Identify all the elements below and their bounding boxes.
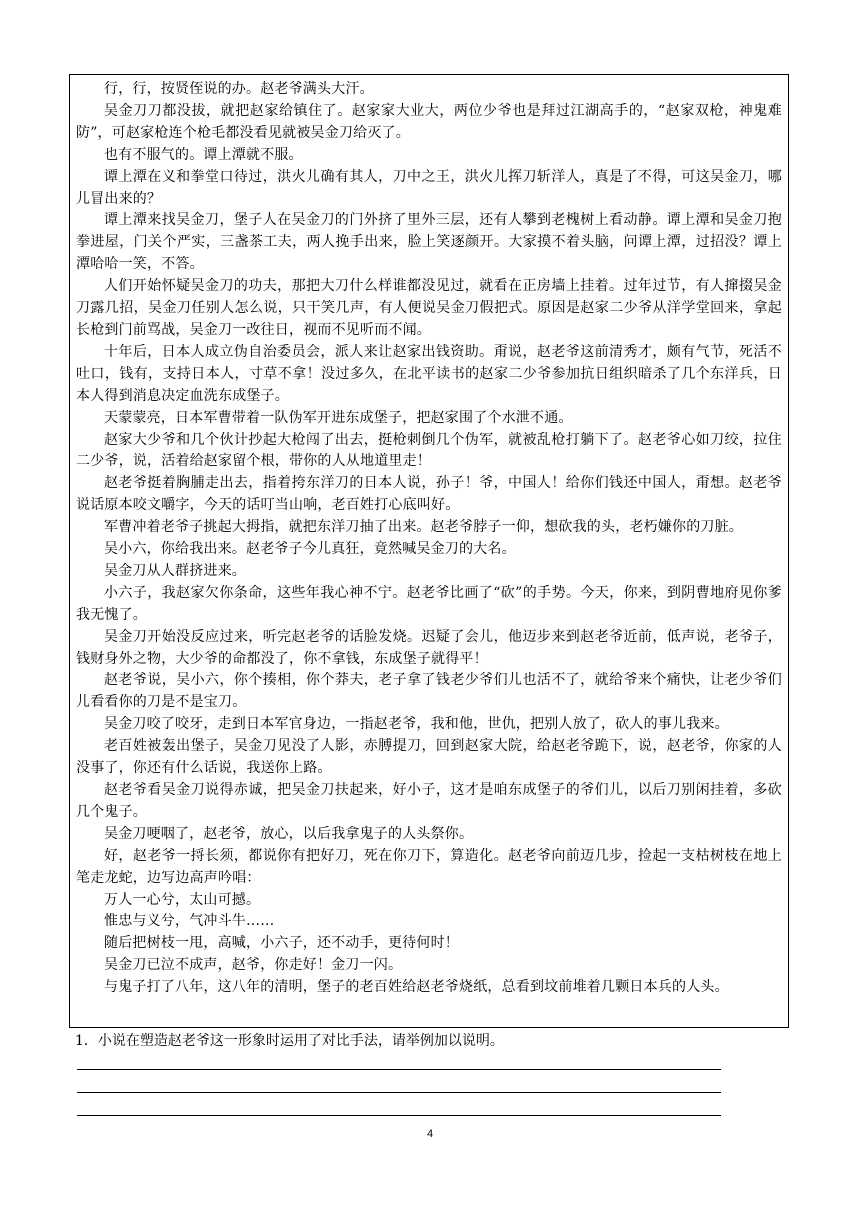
- story-paragraph: 与鬼子打了八年，这八年的清明，堡子的老百姓给赵老爷烧纸，总看到坟前堆着几颗日本兵的人头。: [104, 979, 729, 996]
- story-paragraph: 天蒙蒙亮，日本军曹带着一队伪军开进东成堡子，把赵家围了个水泄不通。: [104, 409, 573, 426]
- story-paragraph: 人们开始怀疑吴金刀的功夫，那把大刀什么样谁都没见过，就看在正房墙上挂着。过年过节，有人撺掇吴金刀露几招，吴金刀任别人怎么说，只干笑几声，有人便说吴金刀假把式。原因是赵家二少爷从洋学堂回来，拿起长枪到门前骂战，吴金刀一改往日，视而不见听而不闻。: [76, 278, 782, 338]
- story-paragraph: 十年后，日本人成立伪自治委员会，派人来让赵家出钱资助。甭说，赵老爷这前清秀才，颇有气节，死活不吐口，钱有，支持日本人，寸草不拿！没过多久，在北平读书的赵家二少爷参加抗日组织暗杀了几个东洋兵，日本人得到消息决定血洗东成堡子。: [76, 343, 782, 404]
- story-paragraph: 军曹冲着老爷子挑起大拇指，就把东洋刀抽了出来。赵老爷脖子一仰，想砍我的头，老朽嫌你的刀脏。: [104, 519, 743, 536]
- story-paragraph: 赵家大少爷和几个伙计抄起大枪闯了出去，挺枪刺倒几个伪军，就被乱枪打躺下了。赵老爷心如刀绞，拉住二少爷，说，活着给赵家留个根，带你的人从地道里走！: [76, 431, 782, 470]
- story-paragraph: 吴金刀咬了咬牙，走到日本军官身边，一指赵老爷，我和他，世仇，把别人放了，砍人的事儿我来。: [104, 716, 729, 733]
- story-paragraph: 随后把树枝一甩，高喊，小六子，还不动手，更待何时！: [104, 935, 459, 952]
- story-text-box: [69, 74, 789, 1028]
- story-paragraph: 小六子，我赵家欠你条命，这些年我心神不宁。赵老爷比画了“砍”的手势。今天，你来，到阴曹地府见你爹我无愧了。: [76, 584, 782, 623]
- answer-line[interactable]: [77, 1069, 721, 1070]
- page-number: 4: [426, 1128, 434, 1140]
- story-paragraph: 吴金刀已泣不成声，赵爷，你走好！金刀一闪。: [104, 957, 403, 974]
- story-paragraph: 吴小六，你给我出来。赵老爷子今儿真狂，竟然喊吴金刀的大名。: [104, 541, 516, 558]
- answer-line[interactable]: [77, 1092, 721, 1093]
- story-paragraph: 谭上潭在义和拳堂口待过，洪火儿确有其人，刀中之王，洪火儿挥刀斩洋人，真是了不得，可这吴金刀，哪儿冒出来的？: [76, 168, 782, 207]
- story-paragraph: 吴金刀刀都没拔，就把赵家给镇住了。赵家家大业大，两位少爷也是拜过江湖高手的，“赵家双枪，神鬼难防”，可赵家枪连个枪毛都没看见就被吴金刀给灭了。: [76, 102, 782, 141]
- question-1: 1．小说在塑造赵老爷这一形象时运用了对比手法，请举例加以说明。: [75, 1033, 504, 1049]
- story-paragraph: 赵老爷说，吴小六，你个揍相，你个莽夫，老子拿了钱老少爷们儿也活不了，就给爷来个痛快，让老少爷们儿看看你的刀是不是宝刀。: [76, 672, 782, 711]
- story-paragraph: 吴金刀开始没反应过来，听完赵老爷的话脸发烧。迟疑了会儿，他迈步来到赵老爷近前，低声说，老爷子，钱财身外之物，大少爷的命都没了，你不拿钱，东成堡子就得平！: [76, 628, 782, 667]
- story-paragraph: 吴金刀哽咽了，赵老爷，放心，以后我拿鬼子的人头祭你。: [104, 825, 474, 842]
- story-paragraph: 老百姓被轰出堡子，吴金刀见没了人影，赤膊提刀，回到赵家大院，给赵老爷跪下，说，赵老爷，你家的人没事了，你还有什么话说，我送你上路。: [76, 738, 782, 777]
- story-paragraph: 好，赵老爷一捋长须，都说你有把好刀，死在你刀下，算造化。赵老爷向前迈几步，捡起一支枯树枝在地上笔走龙蛇，边写边高声吟唱：: [76, 847, 782, 886]
- answer-line[interactable]: [77, 1115, 721, 1116]
- story-paragraph: 赵老爷挺着胸脯走出去，指着挎东洋刀的日本人说，孙子！爷，中国人！给你们钱还中国人，甭想。赵老爷说话原本咬文嚼字，今天的话叮当山响，老百姓打心底叫好。: [76, 475, 782, 514]
- story-paragraph: 行，行，按贤侄说的办。赵老爷满头大汗。: [104, 81, 374, 97]
- story-paragraph: 也有不服气的。谭上潭就不服。: [104, 146, 303, 163]
- poem-line: 万人一心兮，太山可撼。: [104, 891, 261, 908]
- poem-line: 惟忠与义兮，气冲斗牛……: [104, 913, 275, 930]
- story-paragraph: 吴金刀从人群挤进来。: [104, 562, 246, 579]
- story-paragraph: 赵老爷看吴金刀说得赤诚，把吴金刀扶起来，好小子，这才是咱东成堡子的爷们儿，以后刀别闲挂着，多砍几个鬼子。: [76, 782, 782, 820]
- story-paragraph: 谭上潭来找吴金刀，堡子人在吴金刀的门外挤了里外三层，还有人攀到老槐树上看动静。谭上潭和吴金刀抱拳进屋，门关个严实，三盏茶工夫，两人挽手出来，脸上笑逐颜开。大家摸不着头脑，问谭上潭，过招没？谭上潭哈哈一笑，不答。: [76, 212, 782, 273]
